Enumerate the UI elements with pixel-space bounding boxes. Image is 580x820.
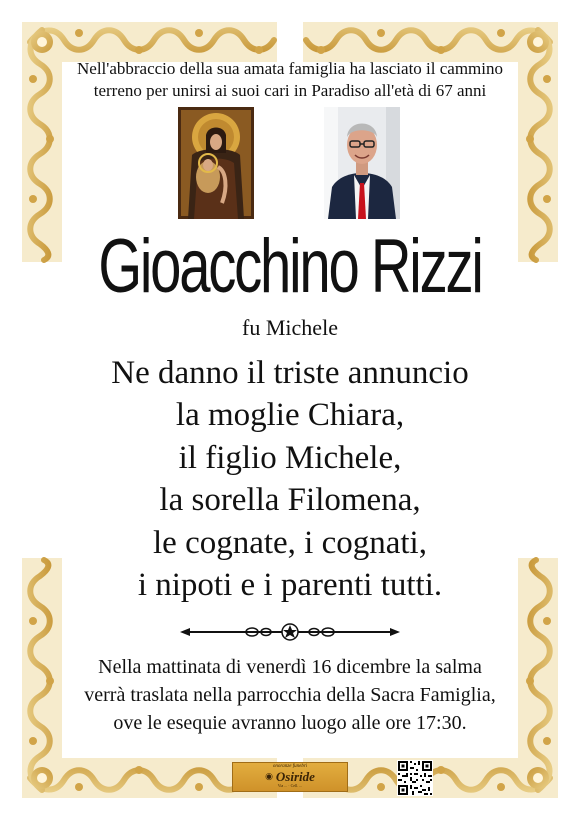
intro-line-1: Nell'abbraccio della sua amata famiglia ha lasciato il cammino [77, 59, 503, 78]
funeral-line: Nella mattinata di venerdì 16 dicembre la salma [98, 656, 482, 678]
agency-tagline: onoranze funebri [272, 764, 308, 769]
portrait-photo [324, 107, 400, 219]
father-name: fu Michele [242, 315, 338, 340]
intro-line-2: terreno per unirsi ai suoi cari in Paradiso all'età di 67 anni [93, 81, 487, 100]
ornamental-divider-icon [180, 622, 400, 642]
eye-of-horus-icon: ◉ [265, 771, 273, 781]
funeral-details [40, 653, 540, 737]
funeral-line: ove le esequie avranno luogo alle ore 17:30. [113, 712, 467, 734]
agency-brand [233, 770, 347, 783]
agency-contact: Via ... · Cell. ... [277, 783, 303, 788]
announcement-line: le cognate, i cognati, [153, 524, 427, 561]
funeral-line: verrà traslata nella parrocchia della Sacra Famiglia, [84, 684, 496, 706]
funeral-agency-logo [232, 762, 348, 792]
announcement-line: Ne danno il triste annuncio [111, 355, 469, 391]
announcement-line: il figlio Michele, [178, 439, 402, 476]
intro-text [40, 58, 540, 102]
announcement-text [30, 352, 550, 606]
announcement-line: i nipoti e i parenti tutti. [137, 567, 443, 604]
agency-name: Osiride [275, 769, 315, 784]
deceased-name: Gioacchino Rizzi [98, 224, 482, 309]
madonna-icon-image [178, 107, 254, 219]
qr-code-icon[interactable] [397, 760, 433, 796]
announcement-line: la sorella Filomena, [159, 482, 421, 519]
announcement-line: la moglie Chiara, [175, 397, 405, 434]
